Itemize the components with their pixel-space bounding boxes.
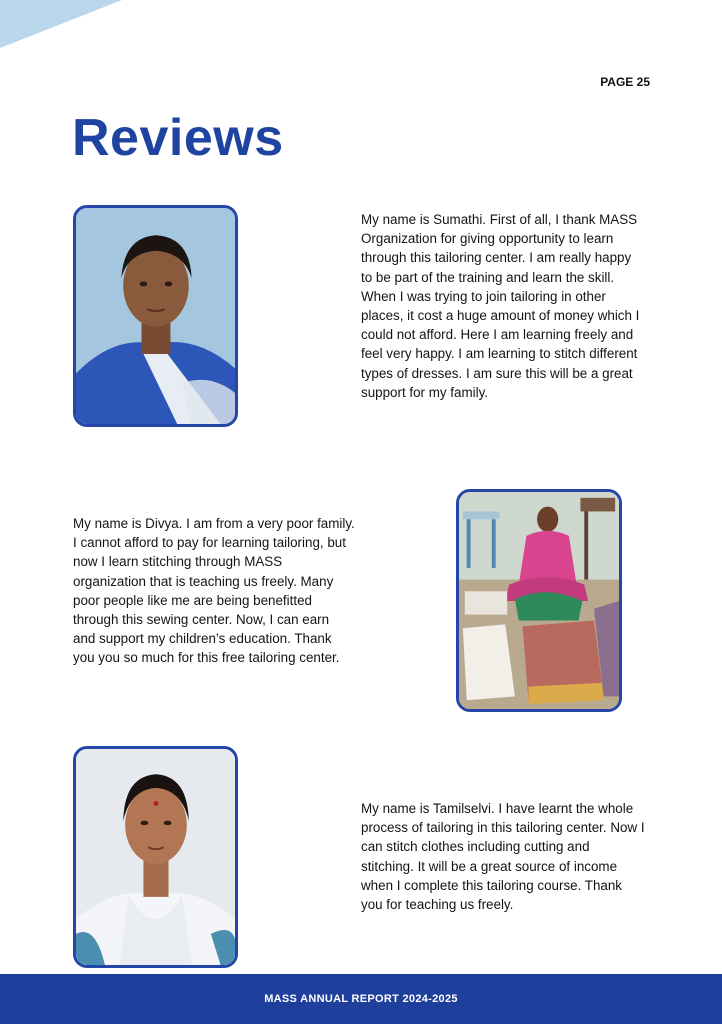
review-text-sumathi: My name is Sumathi. First of all, I thank MASS Organization for giving opportunity to learn through this tailoring center. I am really happy to be part of the training and learn the skill. When I was trying to join tailoring in other places, it cost a huge amount of money which I could not afford. Here I am learning freely and feel very happy. I am learning to stitch different types of dresses. I am sure this will be a great support for my family. <box>361 212 640 400</box>
footer-bar <box>0 974 722 1024</box>
footer-text: MASS ANNUAL REPORT 2024-2025 <box>264 993 458 1005</box>
review-photo-sumathi <box>73 205 238 427</box>
page-title: Reviews <box>72 109 284 167</box>
review-text-divya: My name is Divya. I am from a very poor family. I cannot afford to pay for learning tailoring, but now I learn stitching through MASS organization that is teaching us freely. Many poor people like me are being benefitted through this sewing center. Now, I can earn and support my children’s education. Thank you you so much for this free tailoring center. <box>73 516 355 666</box>
review-photo-tamilselvi <box>73 746 238 968</box>
review-photo-divya <box>456 489 622 712</box>
photo-woman-seated-with-stitched-dresses-icon <box>459 492 619 709</box>
review-text-tamilselvi: My name is Tamilselvi. I have learnt the whole process of tailoring in this tailoring center. Now I can stitch clothes including cutting and stitching. It will be a great source of income when I complete this tailoring course. Thank you for teaching us freely. <box>361 801 645 913</box>
portrait-photo-woman-blue-saree-icon <box>76 208 235 424</box>
page-number: PAGE 25 <box>600 75 650 89</box>
corner-decoration <box>0 0 130 50</box>
portrait-photo-young-woman-white-top-icon <box>76 749 235 965</box>
